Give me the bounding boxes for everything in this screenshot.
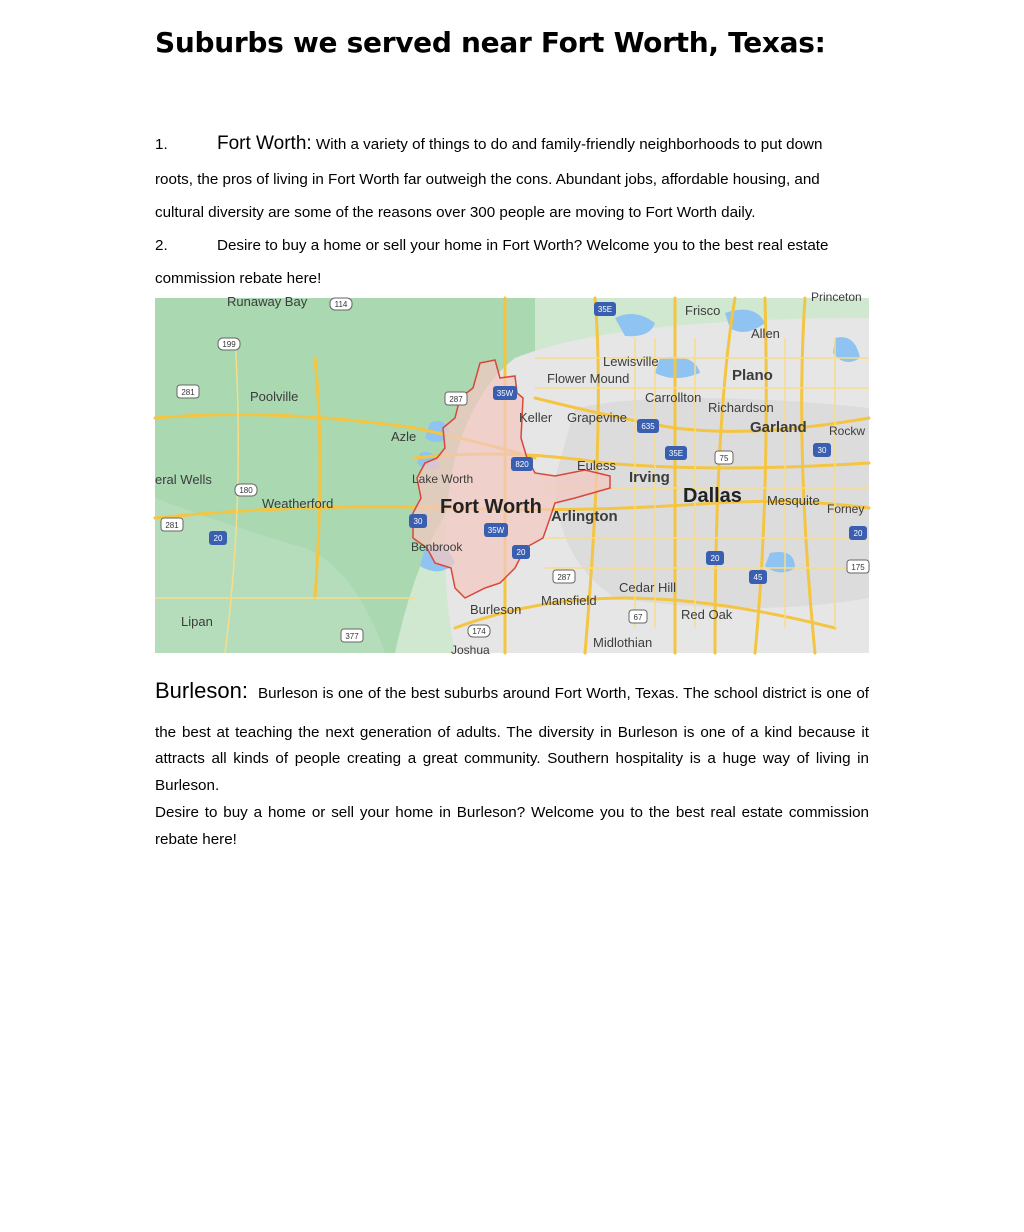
svg-text:287: 287 (449, 395, 463, 404)
map-label-midlothian: Midlothian (593, 635, 653, 650)
route-shield-175 (847, 560, 869, 573)
svg-text:281: 281 (181, 388, 195, 397)
svg-text:20: 20 (516, 548, 526, 557)
svg-text:114: 114 (334, 300, 348, 309)
page-title: Suburbs we served near Fort Worth, Texas: (155, 26, 826, 59)
map-label-frisco: Frisco (685, 303, 721, 318)
svg-text:287: 287 (557, 573, 571, 582)
route-shield-67 (629, 610, 647, 623)
route-shield-20-far (849, 526, 867, 540)
item2-text-line2: commission rebate here! (155, 270, 322, 287)
burleson-line3: attracts all kinds of people creating a great community. Southern hospitality is a huge way of living in (155, 750, 869, 767)
burleson-line6: rebate here! (155, 831, 237, 848)
svg-text:820: 820 (515, 460, 529, 469)
item2-first-line (155, 238, 869, 254)
svg-text:75: 75 (719, 454, 729, 463)
item1-text-line3: cultural diversity are some of the reasons over 300 people are moving to Fort Worth daily. (155, 204, 756, 221)
map-label-joshua: Joshua (451, 643, 490, 657)
route-shield-35w-top (493, 386, 517, 400)
svg-text:20: 20 (710, 554, 720, 563)
map-label-azle: Azle (391, 429, 417, 444)
map-label-allen: Allen (751, 326, 780, 341)
map-label-mesquite: Mesquite (767, 493, 820, 508)
map-label-arlington: Arlington (551, 508, 618, 525)
map-label-lewisville: Lewisville (603, 354, 659, 369)
map-label-princeton: Princeton (811, 290, 862, 304)
map-label-poolville: Poolville (250, 389, 299, 404)
map-label-grapevine: Grapevine (567, 410, 627, 425)
route-shield-287 (445, 392, 467, 405)
svg-text:30: 30 (413, 517, 423, 526)
map-label-flower-mound: Flower Mound (547, 371, 630, 386)
item2-number: 2. (155, 237, 168, 254)
map-label-red-oak: Red Oak (681, 607, 733, 622)
svg-text:35W: 35W (496, 389, 514, 398)
route-shield-199 (218, 338, 240, 350)
svg-text:35E: 35E (597, 305, 613, 314)
route-shield-180 (235, 484, 257, 496)
burleson-heading: Burleson: (155, 678, 248, 703)
map-label-mansfield: Mansfield (541, 593, 597, 608)
map-label-runaway-bay: Runaway Bay (227, 294, 308, 309)
map-label-richardson: Richardson (708, 400, 774, 415)
item1-text-line2: roots, the pros of living in Fort Worth far outweigh the cons. Abundant jobs, affordable housing, and (155, 171, 820, 188)
svg-text:281: 281 (165, 521, 179, 530)
route-shield-114 (330, 298, 352, 310)
svg-text:35W: 35W (487, 526, 505, 535)
map-label-garland: Garland (750, 419, 807, 436)
svg-text:377: 377 (345, 632, 359, 641)
map-label-lipan: Lipan (181, 614, 213, 629)
map-label-rockwall: Rockw (829, 424, 866, 438)
fort-worth-area-map (155, 290, 869, 657)
route-shield-20-mid (512, 545, 530, 559)
map-label-cedar-hill: Cedar Hill (619, 580, 677, 595)
map-label-lake-worth: Lake Worth (412, 472, 474, 486)
item1-lead: Fort Worth: (217, 133, 312, 154)
svg-text:35E: 35E (668, 449, 684, 458)
svg-text:635: 635 (641, 422, 655, 431)
map-label-dallas: Dallas (683, 485, 742, 507)
svg-text:45: 45 (753, 573, 763, 582)
map-label-burleson: Burleson (470, 602, 522, 617)
route-shield-35e-top (594, 302, 616, 316)
svg-text:30: 30 (817, 446, 827, 455)
route-shield-30-right (813, 443, 831, 457)
burleson-first-line (155, 678, 869, 703)
route-shield-820 (511, 457, 533, 471)
route-shield-281 (177, 385, 199, 398)
route-shield-45 (749, 570, 767, 584)
svg-text:180: 180 (239, 486, 253, 495)
item1-first-line (155, 133, 869, 154)
route-shield-30-left (409, 514, 427, 528)
map-label-benbrook: Benbrook (411, 540, 463, 554)
item1-number: 1. (155, 136, 168, 153)
map-label-euless: Euless (577, 458, 617, 473)
route-shield-75 (715, 451, 733, 464)
svg-text:67: 67 (633, 613, 643, 622)
burleson-line1: Burleson is one of the best suburbs around Fort Worth, Texas. The school district is one of (257, 685, 869, 702)
burleson-line2: the best at teaching the next generation of adults. The diversity in Burleson is one of a kind because it (155, 724, 869, 741)
map-label-carrollton: Carrollton (645, 390, 702, 405)
svg-text:20: 20 (853, 529, 863, 538)
burleson-line5: Desire to buy a home or sell your home in Burleson? Welcome you to the best real estate commission (155, 804, 869, 821)
map-label-forney: Forney (827, 502, 865, 516)
route-shield-35e-mid (665, 446, 687, 460)
svg-text:20: 20 (213, 534, 223, 543)
map-label-fort-worth: Fort Worth (440, 496, 542, 518)
svg-text:174: 174 (472, 627, 486, 636)
route-shield-287b (553, 570, 575, 583)
item2-text-line1: Desire to buy a home or sell your home in Fort Worth? Welcome you to the best real estate (217, 237, 829, 254)
route-shield-174 (468, 625, 490, 637)
map-label-keller: Keller (519, 410, 553, 425)
svg-text:175: 175 (851, 563, 865, 572)
map-label-irving: Irving (629, 469, 670, 486)
burleson-line4: Burleson. (155, 777, 220, 794)
map-label-plano: Plano (732, 367, 773, 384)
map-label-weatherford: Weatherford (262, 496, 334, 511)
route-shield-20-left (209, 531, 227, 545)
item1-text-line1: With a variety of things to do and family-friendly neighborhoods to put down (315, 136, 823, 153)
svg-text:199: 199 (222, 340, 236, 349)
route-shield-377 (341, 629, 363, 642)
route-shield-635 (637, 419, 659, 433)
route-shield-35w-bottom (484, 523, 508, 537)
map-label-mineral-wells: eral Wells (155, 472, 212, 487)
route-shield-20-right (706, 551, 724, 565)
route-shield-281b (161, 518, 183, 531)
